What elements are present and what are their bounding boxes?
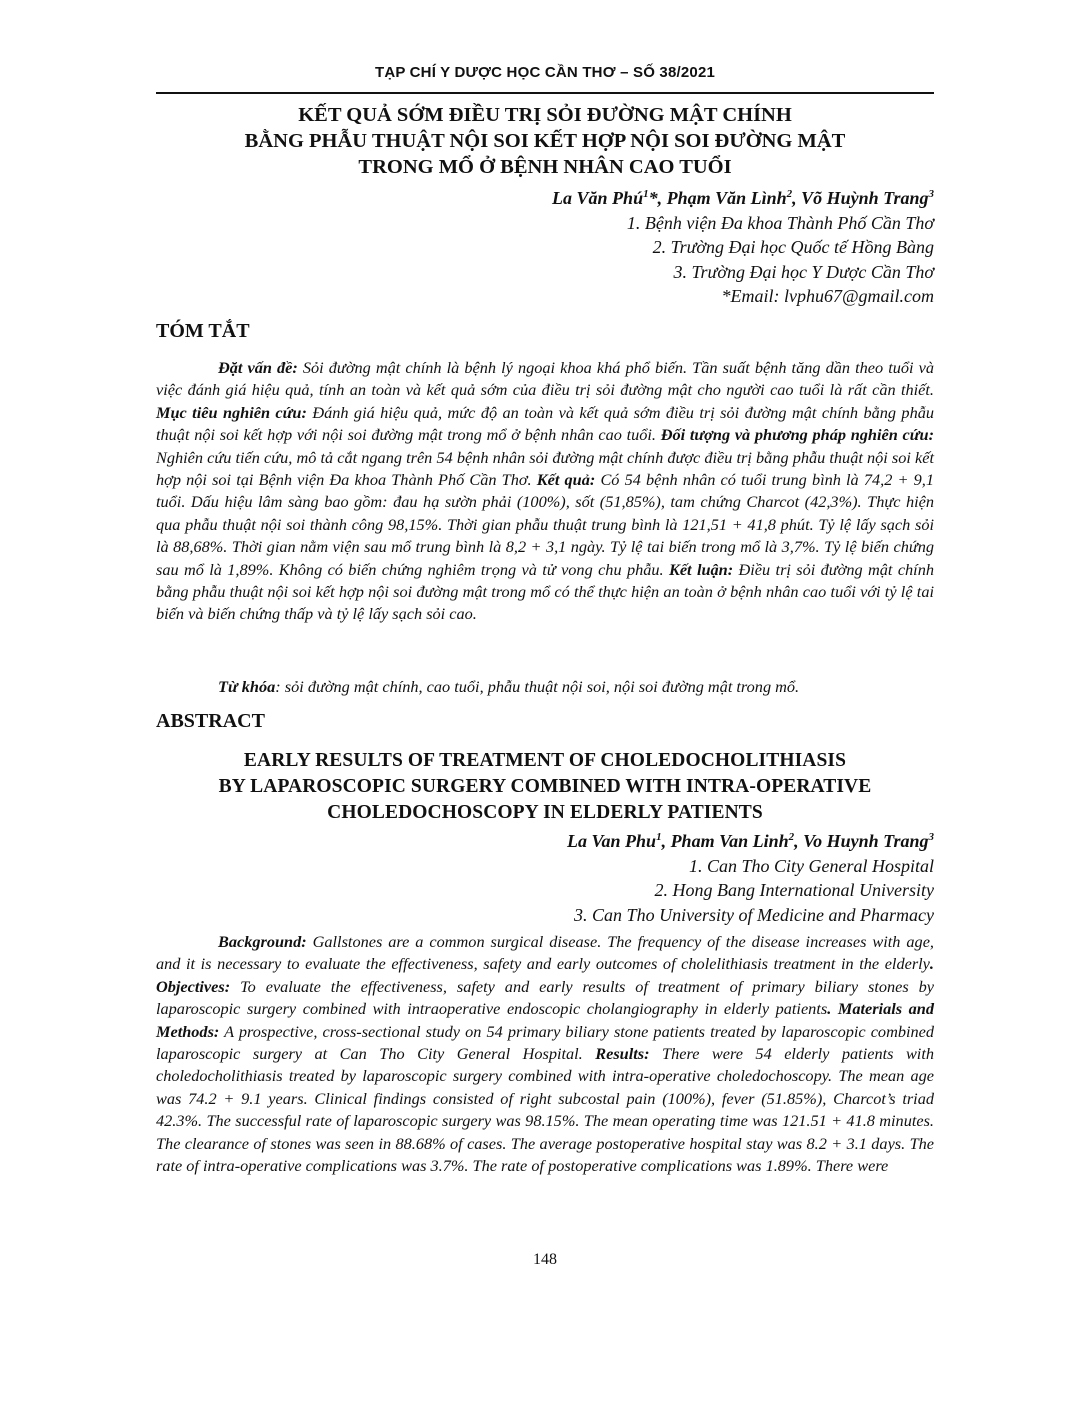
author-2-name: Phạm Văn Lình <box>666 188 787 208</box>
author-en-1-name: La Van Phu <box>567 831 657 851</box>
author-en-sep-1: , <box>661 831 671 851</box>
tomtat-body <box>156 357 934 626</box>
section-heading-tomtat: TÓM TẮT <box>156 320 250 342</box>
abstract-body <box>156 931 934 1177</box>
author-1-mark: *, <box>648 188 667 208</box>
tomtat-text-background: Sỏi đường mật chính là bệnh lý ngoại khoa khá phổ biến. Tần suất bệnh tăng dần theo tuổi và việc đánh giá hiệu quả, tính an toàn và kết quả sớm của điều trị sỏi đường mật cho người cao tuổi là rất cần thiết. <box>156 358 934 400</box>
title-en <box>156 748 934 826</box>
abstract-text-objectives: To evaluate the effectiveness, safety and early results of treatment of primary biliary stones by laparoscopic surgery combined with intraoperative endoscopic cholangiography in elderly patients <box>156 976 934 1019</box>
author-sep: , <box>792 188 802 208</box>
author-en-2-sup: 2 <box>788 831 795 843</box>
title-en-line2: BY LAPAROSCOPIC SURGERY COMBINED WITH INTRA-OPERATIVE <box>218 776 872 797</box>
author-1-name: La Văn Phú <box>552 188 644 208</box>
author-3-name: Võ Huỳnh Trang <box>801 188 929 208</box>
author-3-sup: 3 <box>928 188 934 200</box>
abstract-label-results: Results: <box>595 1044 650 1064</box>
affiliation-3-en: 3. Can Tho University of Medicine and Pharmacy <box>574 904 934 925</box>
tomtat-text-objectives: Đánh giá hiệu quả, mức độ an toàn và kết quả sớm điều trị sỏi đường mật chính bằng phẫu thuật nội soi kết hợp với nội soi đường mật trong mổ ở bệnh nhân cao tuổi. <box>156 402 934 445</box>
author-list-en <box>567 829 934 854</box>
header-rule <box>156 92 934 94</box>
tomtat-text-results: Có 54 bệnh nhân có tuổi trung bình là 74,2 + 9,1 tuổi. Dấu hiệu lâm sàng bao gồm: đau hạ sườn phải (100%), sốt (51,85%), tam chứng Charcot (42,3%). Thực hiện qua phẫu thuật nội soi thành công 98,15%. Thời gian phẫu thuật trung bình là 121,51 + 41,8 phút. Tỷ lệ lấy sạch sỏi là 88,68%. Thời gian nằm viện sau mổ trung bình là 8,2 + 3,1 ngày. Tỷ lệ tai biến trong mổ là 3,7%. Tỷ lệ biến chứng sau mổ là 1,89%. Không có biến chứng nghiêm trọng và tử vong chu phẫu. <box>156 470 934 579</box>
affiliation-1-en: 1. Can Tho City General Hospital <box>688 855 934 876</box>
authors-vi <box>552 186 934 309</box>
author-2-sup: 2 <box>786 188 793 200</box>
title-vi-line3: TRONG MỔ Ở BỆNH NHÂN CAO TUỔI <box>358 156 732 178</box>
keywords-text: : sỏi đường mật chính, cao tuổi, phẫu thuật nội soi, nội soi đường mật trong mổ. <box>275 677 800 696</box>
affiliation-3-vi: 3. Trường Đại học Y Dược Cần Thơ <box>673 261 934 282</box>
abstract-text-results: There were 54 elderly patients with choledocholithiasis treated by laparoscopic surgery combined with intra-operative choledochoscopy. The mean age was 74.2 + 9.1 years. Clinical findings consisted of right subcostal pain (100%), fever (51.85%), Charcot’s triad 42.3%. The successful rate of laparoscopic surgery was 98.15%. The mean operating time was 121.51 + 41.8 minutes. The clearance of stones was seen in 88.68% of cases. The average postoperative hospital stay was 8.2 + 3.1 days. The rate of intra-operative complications was 3.7%. The rate of postoperative complications was 1.89%. There were <box>156 1044 934 1176</box>
tomtat-label-methods: Đối tượng và phương pháp nghiên cứu: <box>660 425 934 445</box>
abstract-label-objectives: . Objectives: <box>156 954 934 996</box>
title-en-line3: CHOLEDOCHOSCOPY IN ELDERLY PATIENTS <box>327 802 763 823</box>
section-heading-abstract: ABSTRACT <box>156 710 265 732</box>
abstract-text-background: Gallstones are a common surgical disease. The frequency of the disease increases with age, and it is necessary to evaluate the effectiveness, safety and early outcomes of cholelithiasis treatment in the elderly <box>156 932 934 974</box>
author-en-3-sup: 3 <box>928 831 934 843</box>
author-en-2-name: Pham Van Linh <box>670 831 789 851</box>
author-en-3-name: Vo Huynh Trang <box>803 831 929 851</box>
tomtat-text-conclusion: Điều trị sỏi đường mật chính bằng phẫu thuật nội soi kết hợp nội soi đường mật trong mổ có thể thực hiện an toàn ở bệnh nhân cao tuổi với tỷ lệ tai biến và biến chứng thấp và tỷ lệ lấy sạch sỏi cao. <box>156 559 934 624</box>
tomtat-label-objectives: Mục tiêu nghiên cứu: <box>156 402 307 422</box>
authors-en <box>567 829 934 927</box>
author-en-1-sup: 1 <box>656 831 662 843</box>
abstract-text-methods: A prospective, cross-sectional study on 54 primary biliary stone patients treated by laparoscopic combined laparoscopic surgery at Can Tho City General Hospital. <box>156 1021 934 1064</box>
tomtat-label-background: Đặt vấn đề: <box>218 358 298 377</box>
author-en-sep-2: , <box>794 831 804 851</box>
tomtat-label-results: Kết quả: <box>536 470 596 490</box>
page-number: 148 <box>533 1251 557 1268</box>
author-1-sup: 1 <box>643 188 649 200</box>
tomtat-keywords <box>156 676 934 698</box>
author-list-vi <box>552 186 934 211</box>
keywords-label: Từ khóa <box>218 677 276 696</box>
title-vi-line2: BẰNG PHẪU THUẬT NỘI SOI KẾT HỢP NỘI SOI ĐƯỜNG MẬT <box>244 130 846 152</box>
title-en-line1: EARLY RESULTS OF TREATMENT OF CHOLEDOCHOLITHIASIS <box>243 750 847 771</box>
tomtat-text-methods: Nghiên cứu tiến cứu, mô tả cắt ngang trên 54 bệnh nhân sỏi đường mật chính được điều trị bằng phẫu thuật nội soi kết hợp nội soi tại Bệnh viện Đa khoa Thành Phố Cần Thơ. <box>156 447 934 490</box>
affiliation-2-en: 2. Hong Bang International University <box>654 880 934 900</box>
abstract-label-background: Background: <box>218 932 307 951</box>
affiliation-1-vi: 1. Bệnh viện Đa khoa Thành Phố Cần Thơ <box>626 212 934 233</box>
title-vi <box>156 102 934 180</box>
journal-header: TẠP CHÍ Y DƯỢC HỌC CẦN THƠ – SỐ 38/2021 <box>374 64 716 81</box>
affiliation-2-vi: 2. Trường Đại học Quốc tế Hồng Bàng <box>652 237 934 257</box>
abstract-label-methods: . Materials and Methods: <box>156 999 934 1041</box>
title-vi-line1: KẾT QUẢ SỚM ĐIỀU TRỊ SỎI ĐƯỜNG MẬT CHÍNH <box>298 104 792 126</box>
tomtat-label-conclusion: Kết luận: <box>668 559 734 579</box>
corresponding-email: *Email: lvphu67@gmail.com <box>721 286 934 306</box>
